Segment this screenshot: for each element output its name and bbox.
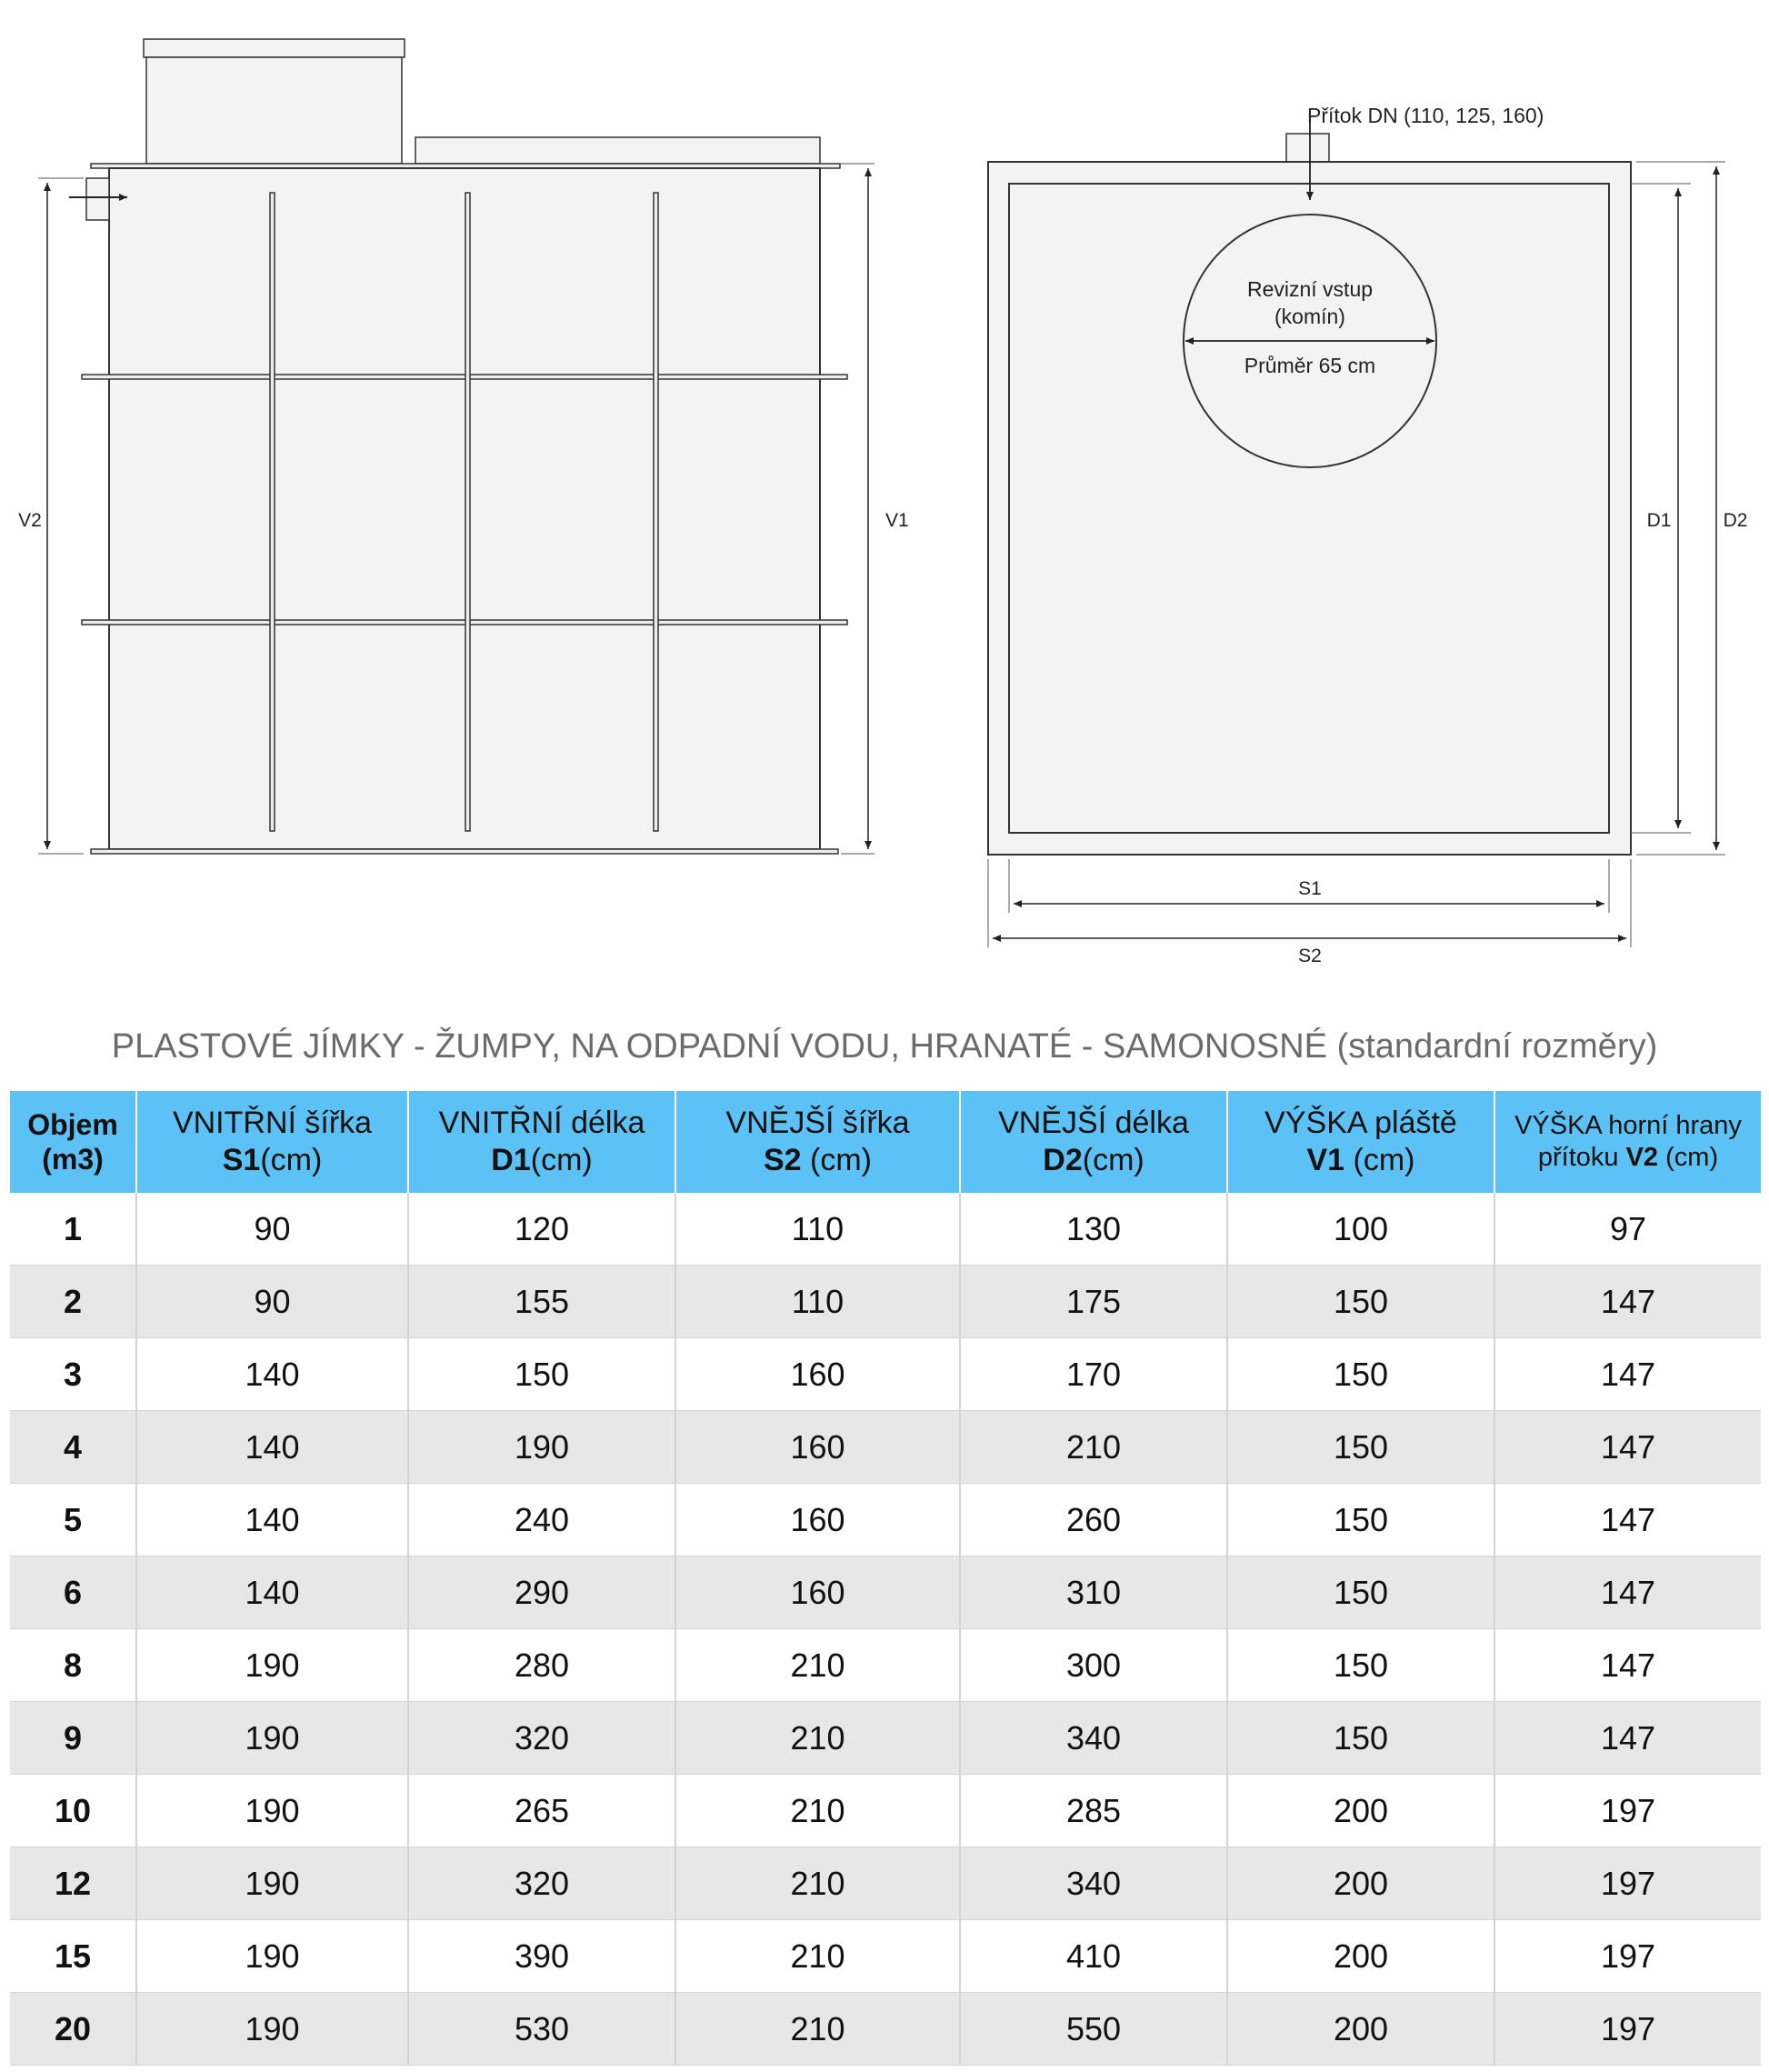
inflow-pipe xyxy=(1286,134,1329,162)
table-cell: 200 xyxy=(1227,1993,1494,2066)
volume-cell: 9 xyxy=(10,1702,136,1775)
horizontal-rib xyxy=(82,375,847,379)
table-cell: 147 xyxy=(1494,1702,1761,1775)
volume-cell: 3 xyxy=(10,1338,136,1411)
side-view xyxy=(18,39,909,854)
table-cell: 147 xyxy=(1494,1266,1761,1338)
table-cell: 110 xyxy=(675,1193,960,1266)
table-cell: 90 xyxy=(136,1193,408,1266)
inflow-label: Přítok DN (110, 125, 160) xyxy=(1307,104,1544,127)
table-cell: 210 xyxy=(675,1920,960,1993)
volume-cell: 15 xyxy=(10,1920,136,1993)
header-shell-height: VÝŠKA pláště V1 (cm) xyxy=(1227,1091,1494,1193)
table-row xyxy=(10,1775,1761,1847)
table-cell: 100 xyxy=(1227,1193,1494,1266)
table-cell: 90 xyxy=(136,1266,408,1338)
table-cell: 190 xyxy=(408,1411,675,1484)
table-cell: 170 xyxy=(960,1338,1227,1411)
table-cell: 190 xyxy=(136,1847,408,1920)
table-body xyxy=(10,1193,1761,2066)
table-cell: 210 xyxy=(675,1847,960,1920)
table-header-row xyxy=(10,1091,1761,1193)
table-cell: 150 xyxy=(1227,1557,1494,1629)
volume-cell: 8 xyxy=(10,1629,136,1702)
table-cell: 210 xyxy=(675,1775,960,1847)
table-cell: 200 xyxy=(1227,1920,1494,1993)
manhole-label: Revizní vstup xyxy=(1246,277,1374,301)
tank-body xyxy=(109,168,820,849)
header-volume: Objem (m3) xyxy=(10,1091,136,1193)
table-cell: 160 xyxy=(675,1557,960,1629)
table-cell: 410 xyxy=(960,1920,1227,1993)
table-cell: 140 xyxy=(136,1484,408,1557)
table-row xyxy=(10,1266,1761,1338)
diameter-label: Průměr 65 cm xyxy=(1244,354,1376,377)
vertical-rib xyxy=(465,193,470,831)
volume-cell: 2 xyxy=(10,1266,136,1338)
table-cell: 210 xyxy=(675,1702,960,1775)
table-cell: 285 xyxy=(960,1775,1227,1847)
table-cell: 190 xyxy=(136,1920,408,1993)
table-cell: 550 xyxy=(960,1993,1227,2066)
table-cell: 130 xyxy=(960,1193,1227,1266)
dimension-label-d2: D2 xyxy=(1723,510,1748,531)
table-cell: 265 xyxy=(408,1775,675,1847)
table-row xyxy=(10,1993,1761,2066)
table-cell: 97 xyxy=(1494,1193,1761,1266)
dimension-label-v2: V2 xyxy=(18,510,42,531)
table-cell: 210 xyxy=(675,1993,960,2066)
dimension-label-d1: D1 xyxy=(1646,510,1672,531)
table-cell: 160 xyxy=(675,1338,960,1411)
table-cell: 120 xyxy=(408,1193,675,1266)
tank-technical-drawing xyxy=(0,0,1769,1000)
dimensions-table xyxy=(10,1091,1761,2066)
table-cell: 140 xyxy=(136,1338,408,1411)
horizontal-rib xyxy=(82,620,847,625)
top-cover-plate xyxy=(415,137,820,164)
table-cell: 140 xyxy=(136,1557,408,1629)
table-row xyxy=(10,1629,1761,1702)
table-cell: 150 xyxy=(408,1338,675,1411)
chimney-neck xyxy=(146,57,402,164)
vertical-rib xyxy=(270,193,275,831)
top-view xyxy=(988,104,1747,966)
table-cell: 147 xyxy=(1494,1338,1761,1411)
table-cell: 210 xyxy=(960,1411,1227,1484)
volume-cell: 4 xyxy=(10,1411,136,1484)
table-cell: 210 xyxy=(675,1629,960,1702)
table-cell: 150 xyxy=(1227,1338,1494,1411)
table-cell: 320 xyxy=(408,1702,675,1775)
table-row xyxy=(10,1847,1761,1920)
table-cell: 260 xyxy=(960,1484,1227,1557)
table-cell: 340 xyxy=(960,1702,1227,1775)
table-title: PLASTOVÉ JÍMKY - ŽUMPY, NA ODPADNÍ VODU, HRANATÉ - SAMONOSNÉ (standardní rozměry) xyxy=(111,1027,1658,1066)
table-cell: 150 xyxy=(1227,1411,1494,1484)
table-cell: 160 xyxy=(675,1484,960,1557)
header-inner-width: VNITŘNÍ šířka S1(cm) xyxy=(136,1091,408,1193)
table-cell: 197 xyxy=(1494,1920,1761,1993)
table-cell: 147 xyxy=(1494,1411,1761,1484)
inlet-pipe xyxy=(86,178,109,220)
table-cell: 290 xyxy=(408,1557,675,1629)
table-cell: 240 xyxy=(408,1484,675,1557)
table-cell: 310 xyxy=(960,1557,1227,1629)
header-outer-length: VNĚJŠÍ délka D2(cm) xyxy=(960,1091,1227,1193)
table-cell: 150 xyxy=(1227,1484,1494,1557)
table-row xyxy=(10,1193,1761,1266)
table-cell: 190 xyxy=(136,1702,408,1775)
table-cell: 300 xyxy=(960,1629,1227,1702)
vertical-rib xyxy=(654,193,658,831)
header-inflow-height: VÝŠKA horní hrany přítoku V2 (cm) xyxy=(1494,1091,1761,1193)
table-cell: 197 xyxy=(1494,1993,1761,2066)
table-cell: 147 xyxy=(1494,1629,1761,1702)
volume-cell: 10 xyxy=(10,1775,136,1847)
table-cell: 200 xyxy=(1227,1847,1494,1920)
table-cell: 190 xyxy=(136,1629,408,1702)
table-cell: 150 xyxy=(1227,1629,1494,1702)
dimension-label-s1: S1 xyxy=(1298,878,1322,899)
table-row xyxy=(10,1484,1761,1557)
table-cell: 150 xyxy=(1227,1266,1494,1338)
table-cell: 160 xyxy=(675,1411,960,1484)
table-cell: 190 xyxy=(136,1775,408,1847)
table-cell: 155 xyxy=(408,1266,675,1338)
header-inner-length: VNITŘNÍ délka D1(cm) xyxy=(408,1091,675,1193)
table-cell: 280 xyxy=(408,1629,675,1702)
table-row xyxy=(10,1557,1761,1629)
table-row xyxy=(10,1338,1761,1411)
dimension-label-v1: V1 xyxy=(885,510,909,531)
table-row xyxy=(10,1411,1761,1484)
table-cell: 390 xyxy=(408,1920,675,1993)
volume-cell: 12 xyxy=(10,1847,136,1920)
table-cell: 147 xyxy=(1494,1557,1761,1629)
table-cell: 147 xyxy=(1494,1484,1761,1557)
chimney-cap xyxy=(144,39,405,57)
table-cell: 340 xyxy=(960,1847,1227,1920)
table-cell: 175 xyxy=(960,1266,1227,1338)
table-cell: 110 xyxy=(675,1266,960,1338)
volume-cell: 20 xyxy=(10,1993,136,2066)
table-row xyxy=(10,1920,1761,1993)
table-cell: 320 xyxy=(408,1847,675,1920)
table-cell: 197 xyxy=(1494,1847,1761,1920)
table-cell: 190 xyxy=(136,1993,408,2066)
table-cell: 200 xyxy=(1227,1775,1494,1847)
table-cell: 530 xyxy=(408,1993,675,2066)
bottom-rim xyxy=(91,849,838,854)
table-cell: 140 xyxy=(136,1411,408,1484)
table-cell: 150 xyxy=(1227,1702,1494,1775)
volume-cell: 5 xyxy=(10,1484,136,1557)
header-outer-width: VNĚJŠÍ šířka S2 (cm) xyxy=(675,1091,960,1193)
manhole-sublabel: (komín) xyxy=(1274,305,1345,328)
dimension-label-s2: S2 xyxy=(1298,946,1322,966)
table-row xyxy=(10,1702,1761,1775)
volume-cell: 6 xyxy=(10,1557,136,1629)
table-cell: 197 xyxy=(1494,1775,1761,1847)
volume-cell: 1 xyxy=(10,1193,136,1266)
